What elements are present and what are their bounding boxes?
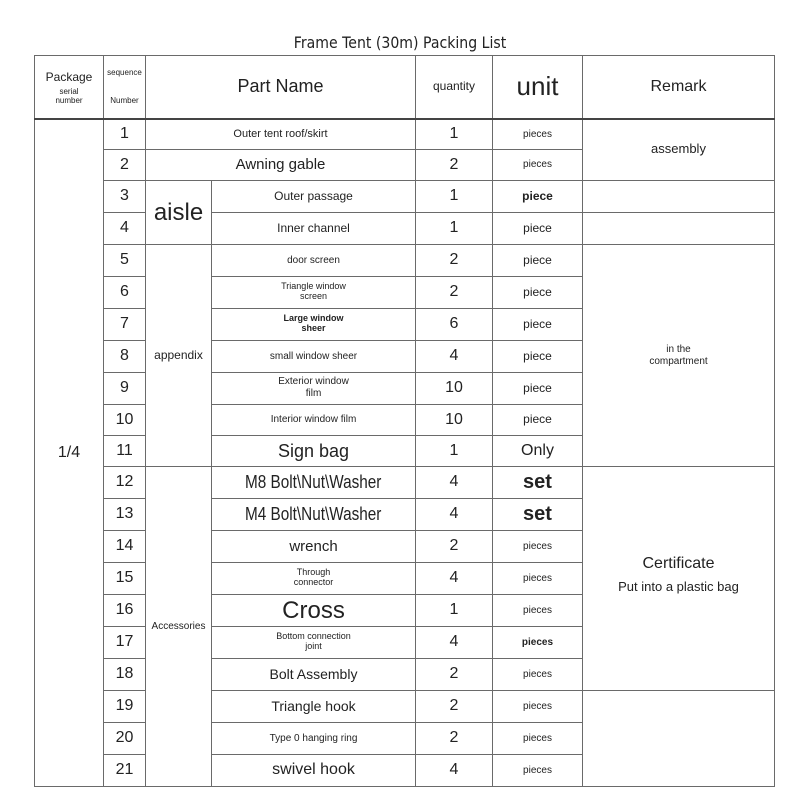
unit-cell: piece bbox=[493, 309, 583, 341]
packing-list-table bbox=[34, 55, 775, 787]
part-name-cell bbox=[212, 373, 416, 405]
quantity-cell: 2 bbox=[416, 723, 493, 755]
part-name-cell bbox=[212, 467, 416, 499]
unit-cell: piece bbox=[493, 181, 583, 213]
quantity-cell: 10 bbox=[416, 405, 493, 436]
header-remark: Remark bbox=[583, 56, 775, 119]
unit-cell: pieces bbox=[493, 627, 583, 659]
sequence-cell: 15 bbox=[104, 563, 146, 595]
quantity-cell: 2 bbox=[416, 659, 493, 691]
remark-certificate-cell bbox=[583, 467, 775, 691]
header-package-sub1: serial bbox=[59, 86, 79, 96]
sequence-cell: 11 bbox=[104, 436, 146, 467]
part-name-cell: wrench bbox=[212, 531, 416, 563]
header-part-name: Part Name bbox=[146, 56, 416, 119]
remark-assembly: assembly bbox=[583, 119, 775, 181]
part-name-text: Bottom connection joint bbox=[276, 630, 351, 651]
quantity-cell: 10 bbox=[416, 373, 493, 405]
part-name-cell: small window sheer bbox=[212, 341, 416, 373]
part-name-cell: Type 0 hanging ring bbox=[212, 723, 416, 755]
group-aisle: aisle bbox=[146, 181, 212, 245]
quantity-cell: 6 bbox=[416, 309, 493, 341]
remark-certificate: Certificate bbox=[642, 555, 715, 572]
sequence-cell: 18 bbox=[104, 659, 146, 691]
quantity-cell: 2 bbox=[416, 245, 493, 277]
group-accessories: Accessories bbox=[146, 467, 212, 787]
header-sequence bbox=[104, 56, 146, 119]
table-row bbox=[35, 181, 775, 213]
group-appendix: appendix bbox=[146, 245, 212, 467]
remark-empty-cell bbox=[583, 691, 775, 787]
quantity-cell: 4 bbox=[416, 563, 493, 595]
part-name-cell bbox=[212, 627, 416, 659]
sequence-cell: 8 bbox=[104, 341, 146, 373]
header-package bbox=[35, 56, 104, 119]
quantity-cell: 2 bbox=[416, 277, 493, 309]
unit-cell: pieces bbox=[493, 755, 583, 787]
package-serial-cell: 1/4 bbox=[35, 119, 104, 787]
header-row bbox=[35, 56, 775, 119]
quantity-cell: 4 bbox=[416, 755, 493, 787]
part-name-cell bbox=[212, 563, 416, 595]
unit-cell: pieces bbox=[493, 150, 583, 181]
sequence-cell: 1 bbox=[104, 119, 146, 150]
quantity-cell: 1 bbox=[416, 213, 493, 245]
sequence-cell: 21 bbox=[104, 755, 146, 787]
part-name-cell: Sign bag bbox=[212, 436, 416, 467]
part-name-cell: door screen bbox=[212, 245, 416, 277]
part-name-cell: Bolt Assembly bbox=[212, 659, 416, 691]
quantity-cell: 1 bbox=[416, 436, 493, 467]
part-name-cell: Outer tent roof/skirt bbox=[146, 119, 416, 150]
part-name-cell: Outer passage bbox=[212, 181, 416, 213]
table-row bbox=[35, 467, 775, 499]
part-name-text: M4 Bolt\Nut\Washer bbox=[245, 503, 382, 524]
sequence-cell: 2 bbox=[104, 150, 146, 181]
sequence-cell: 9 bbox=[104, 373, 146, 405]
header-package-label: Package bbox=[45, 70, 93, 85]
sequence-cell: 14 bbox=[104, 531, 146, 563]
sequence-cell: 4 bbox=[104, 213, 146, 245]
sequence-cell: 17 bbox=[104, 627, 146, 659]
header-sequence-label: sequence bbox=[107, 68, 142, 78]
unit-cell: Only bbox=[493, 436, 583, 467]
table-row bbox=[35, 245, 775, 277]
part-name-text: Through connector bbox=[293, 566, 334, 587]
sequence-cell: 19 bbox=[104, 691, 146, 723]
quantity-cell: 1 bbox=[416, 181, 493, 213]
unit-cell: set bbox=[493, 467, 583, 499]
remark-compartment-line2: compartment bbox=[649, 355, 708, 367]
remark-compartment-line1: in the bbox=[666, 344, 691, 355]
remark-empty-cell bbox=[583, 181, 775, 213]
unit-cell: pieces bbox=[493, 563, 583, 595]
page-title: Frame Tent (30m) Packing List bbox=[293, 33, 507, 52]
quantity-cell: 4 bbox=[416, 499, 493, 531]
unit-cell: pieces bbox=[493, 723, 583, 755]
part-name-cell bbox=[212, 277, 416, 309]
quantity-cell: 1 bbox=[416, 595, 493, 627]
part-name-cell: Inner channel bbox=[212, 213, 416, 245]
header-package-sub2: number bbox=[55, 95, 83, 105]
header-sequence-sub: Number bbox=[110, 95, 139, 105]
remark-plastic-bag: Put into a plastic bag bbox=[618, 579, 739, 595]
part-name-cell: Awning gable bbox=[146, 150, 416, 181]
unit-cell: pieces bbox=[493, 119, 583, 150]
unit-cell: piece bbox=[493, 245, 583, 277]
unit-cell: set bbox=[493, 499, 583, 531]
sequence-cell: 3 bbox=[104, 181, 146, 213]
quantity-cell: 2 bbox=[416, 150, 493, 181]
part-name-cell: Cross bbox=[212, 595, 416, 627]
unit-cell: pieces bbox=[493, 531, 583, 563]
remark-empty-cell bbox=[583, 213, 775, 245]
sequence-cell: 10 bbox=[104, 405, 146, 436]
part-name-cell bbox=[212, 309, 416, 341]
sequence-cell: 20 bbox=[104, 723, 146, 755]
remark-compartment bbox=[583, 245, 775, 467]
sequence-cell: 6 bbox=[104, 277, 146, 309]
table-row bbox=[35, 119, 775, 150]
sequence-cell: 13 bbox=[104, 499, 146, 531]
part-name-cell: Triangle hook bbox=[212, 691, 416, 723]
unit-cell: piece bbox=[493, 341, 583, 373]
unit-cell: pieces bbox=[493, 691, 583, 723]
part-name-cell: swivel hook bbox=[212, 755, 416, 787]
sequence-cell: 12 bbox=[104, 467, 146, 499]
quantity-cell: 2 bbox=[416, 531, 493, 563]
part-name-cell: Interior window film bbox=[212, 405, 416, 436]
part-name-text: Exterior window film bbox=[278, 376, 349, 399]
quantity-cell: 4 bbox=[416, 341, 493, 373]
part-name-text: Large window sheer bbox=[283, 312, 344, 333]
sequence-cell: 7 bbox=[104, 309, 146, 341]
unit-cell: piece bbox=[493, 405, 583, 436]
quantity-cell: 4 bbox=[416, 627, 493, 659]
part-name-text: M8 Bolt\Nut\Washer bbox=[245, 471, 382, 492]
unit-cell: pieces bbox=[493, 659, 583, 691]
quantity-cell: 1 bbox=[416, 119, 493, 150]
quantity-cell: 4 bbox=[416, 467, 493, 499]
part-name-text: Triangle window screen bbox=[281, 280, 346, 301]
unit-cell: piece bbox=[493, 213, 583, 245]
unit-cell: piece bbox=[493, 373, 583, 405]
header-unit: unit bbox=[493, 56, 583, 119]
sequence-cell: 5 bbox=[104, 245, 146, 277]
sequence-cell: 16 bbox=[104, 595, 146, 627]
part-name-cell bbox=[212, 499, 416, 531]
unit-cell: piece bbox=[493, 277, 583, 309]
unit-cell: pieces bbox=[493, 595, 583, 627]
quantity-cell: 2 bbox=[416, 691, 493, 723]
header-quantity: quantity bbox=[416, 56, 493, 119]
